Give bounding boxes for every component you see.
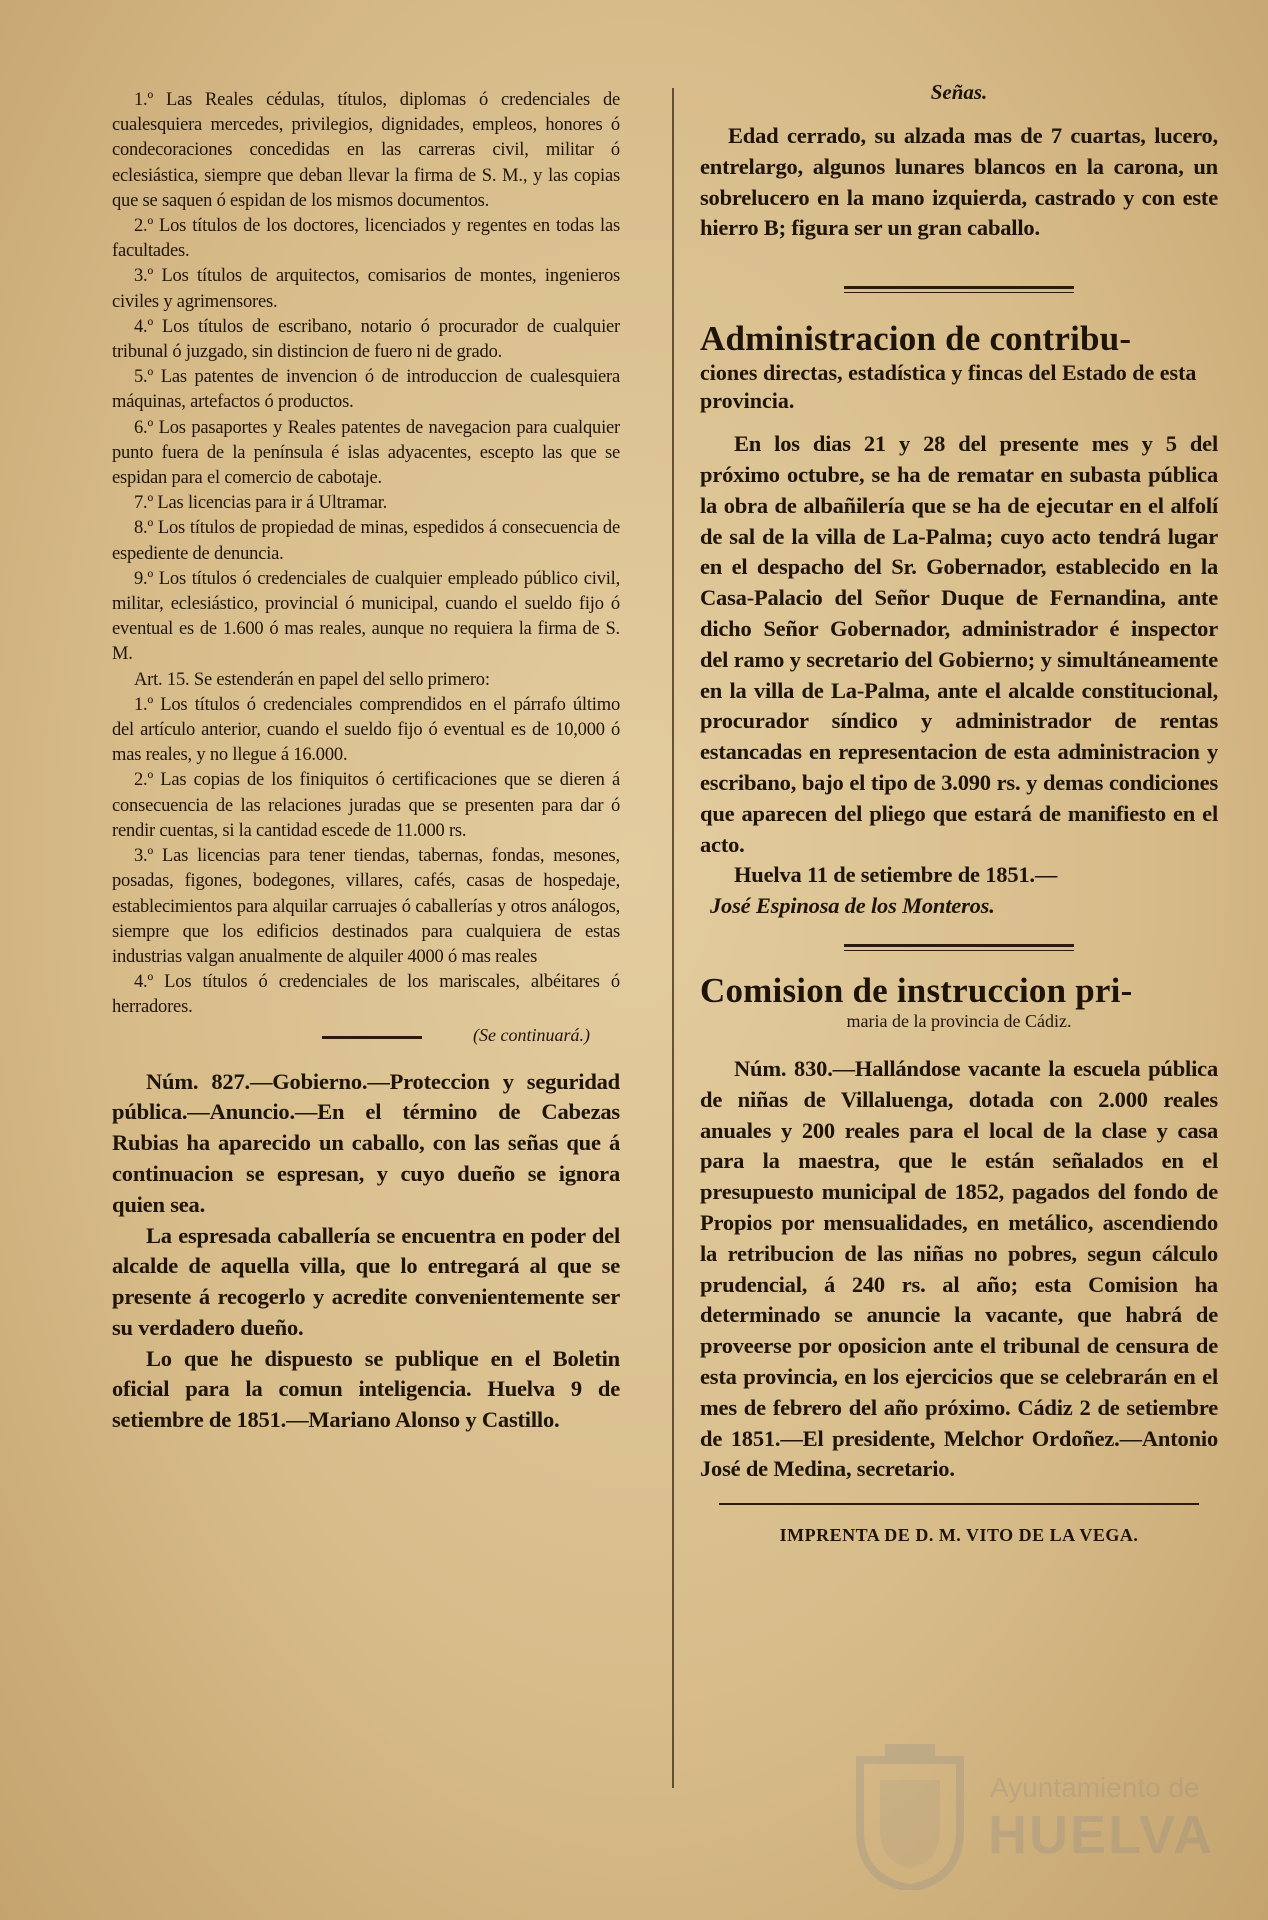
notice-paragraph: La espresada caballería se encuentra en poder del alcalde de aquella villa, que lo entregará al que se presente á recogerlo y acredite convenientemente ser su verdadero dueño. xyxy=(112,1222,620,1340)
item-paragraph: 9.º Los títulos ó credenciales de cualquier empleado público civil, militar, eclesiástico, provincial ó municipal, cuando el sueldo fijo ó eventual es de 1.600 ó mas reales, aunque no requiera la firma de S. M. xyxy=(112,568,620,665)
notice-paragraph: Lo que he dispuesto se publique en el Boletin oficial para la comun inteligencia. Huelva 9 de setiembre de 1851.—Mariano Alonso y Castillo. xyxy=(112,1345,620,1433)
item-paragraph: 4.º Los títulos de escribano, notario ó procurador de cualquier tribunal ó juzgado, sin distincion de fuero ni de grado. xyxy=(112,316,620,363)
article-heading: Art. 15. Se estenderán en papel del sello primero: xyxy=(134,669,490,690)
item-paragraph: 6.º Los pasaportes y Reales patentes de navegacion para cualquier punto fuera de la península é islas adyacentes, escepto las que se espidan para el comercio de cabotaje. xyxy=(112,417,620,489)
admin-signature: José Espinosa de los Monteros. xyxy=(710,893,995,919)
left-column xyxy=(112,88,620,1436)
item-paragraph: 3.º Los títulos de arquitectos, comisarios de montes, ingenieros civiles y agrimensores. xyxy=(112,266,620,312)
double-rule xyxy=(844,944,1074,951)
item-paragraph: 3.º Las licencias para tener tiendas, tabernas, fondas, mesones, posadas, figones, bodegones, villares, cafés, casas de hospedaje, establecimientos para alquilar carruajes ó caballerías y otros análogos, siempre que los edificios destinados para cualquiera de estas industrias valgan anualmente de alquiler 4000 ó mas reales xyxy=(112,846,620,967)
admin-block xyxy=(700,429,1218,922)
watermark-line1: Ayuntamiento de xyxy=(990,1772,1200,1803)
senas-block xyxy=(700,121,1218,244)
admin-date: Huelva 11 de setiembre de 1851.— xyxy=(734,862,1058,888)
senas-title: Señas. xyxy=(930,80,988,104)
continuation-note: (Se continuará.) xyxy=(473,1024,590,1045)
column-divider xyxy=(672,88,674,1788)
admin-text: En los dias 21 y 28 del presente mes y 5 del próximo octubre, se ha de rematar en subasta pública la obra de albañilería que se ha de ejecutar en el alfolí de sal de la villa de La-Palma; cuyo acto tendrá lugar en el despacho del Sr. Gobernador, establecido en la Casa-Palacio del Señor Duque de Fernandina, ante dicho Señor Gobernador, administrador é inspector del ramo y secretario del Gobierno; y simultáneamente en la villa de La-Palma, ante el alcalde constitucional, procurador síndico y administrador de rentas estancadas en representacion de esta administracion y escribano, bajo el tipo de 3.090 rs. y demas condiciones que aparecen del pliego que estará de manifiesto en el acto. xyxy=(700,431,1218,857)
shield-icon xyxy=(850,1740,970,1890)
senas-text: Edad cerrado, su alzada mas de 7 cuartas, lucero, entrelargo, algunos lunares blancos en la carona, un sobrelucero en la mano izquierda, castrado y con este hierro B; figura ser un gran caballo. xyxy=(700,123,1218,241)
item-paragraph: 2.º Los títulos de los doctores, licenciados y regentes en todas las facultades. xyxy=(112,216,620,262)
item-paragraph: 8.º Los títulos de propiedad de minas, espedidos á consecuencia de espediente de denuncia. xyxy=(112,518,620,564)
double-rule xyxy=(844,286,1074,293)
item-paragraph: 7.º Las licencias para ir á Ultramar. xyxy=(134,493,388,514)
admin-title: Administracion de contribu- xyxy=(700,319,1132,359)
item-paragraph: 5.º Las patentes de invencion ó de introduccion de cualesquiera máquinas, artefactos ó productos. xyxy=(112,367,620,413)
closing-rule xyxy=(719,1503,1199,1505)
notice-827 xyxy=(112,1067,620,1437)
comision-block xyxy=(700,1054,1218,1485)
item-paragraph: 4.º Los títulos ó credenciales de los mariscales, albéitares ó herradores. xyxy=(112,972,620,1018)
comision-title: Comision de instruccion pri- xyxy=(700,970,1133,1010)
item-paragraph: 1.º Las Reales cédulas, títulos, diplomas ó credenciales de cualesquiera mercedes, privilegios, dignidades, empleos, honores ó condecoraciones concedidas en las carreras civil, militar ó eclesiástica, siempre que deban llevar la firma de S. M., y las copias que se saquen ó espidan de los mismos documentos. xyxy=(112,90,620,211)
admin-subtitle: ciones directas, estadística y fincas del Estado de esta provincia. xyxy=(700,360,1197,414)
item-paragraph: 2.º Las copias de los finiquitos ó certificaciones que se dieren á consecuencia de las relaciones juradas que se presenten para dar ó rendir cuentas, si la cantidad escede de 11.000 rs. xyxy=(112,770,620,841)
watermark-line2: HUELVA xyxy=(988,1805,1214,1865)
section-rule xyxy=(322,1036,422,1039)
item-paragraph: 1.º Los títulos ó credenciales comprendidos en el párrafo último del artículo anterior, cuando el sueldo fijo ó eventual es de 10,000 ó mas reales, y no llegue á 16.000. xyxy=(112,694,620,766)
comision-subtitle: maria de la provincia de Cádiz. xyxy=(846,1010,1072,1031)
imprenta-line: IMPRENTA DE D. M. VITO DE LA VEGA. xyxy=(779,1525,1139,1546)
comision-text: Núm. 830.—Hallándose vacante la escuela pública de niñas de Villaluenga, dotada con 2.000 reales anuales y 200 reales para el local de la clase y casa para la maestra, que le están señalados en el presupuesto municipal de 1852, pagados del fondo de Propios por mensualidades, en metálico, ascendiendo la retribucion de las niñas no pobres, segun cálculo prudencial, á 240 rs. al año; esta Comision ha determinado se anuncie la vacante, que habrá de proveerse por oposicion ante el tribunal de censura de esta provincia, en los ejercicios que se celebrarán en el mes de febrero del año próximo. Cádiz 2 de setiembre de 1851.—El presidente, Melchor Ordoñez.—Antonio José de Medina, secretario. xyxy=(700,1055,1218,1482)
right-column xyxy=(700,80,1218,1546)
watermark-logo xyxy=(850,1740,1230,1890)
notice-paragraph: Núm. 827.—Gobierno.—Proteccion y seguridad pública.—Anuncio.—En el término de Cabezas Rubias ha aparecido un caballo, con las señas que á continuacion se espresan, y cuyo dueño se ignora quien sea. xyxy=(112,1068,620,1217)
